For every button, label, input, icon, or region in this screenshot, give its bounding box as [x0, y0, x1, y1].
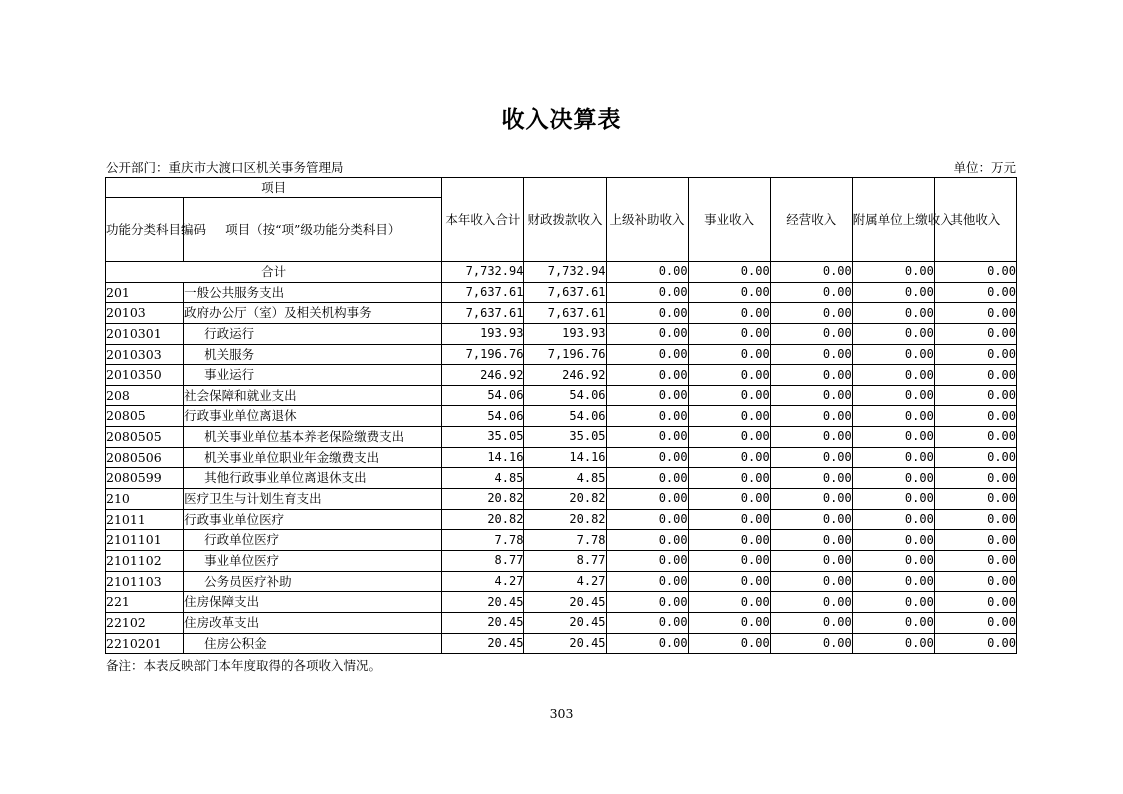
table-row: [106, 592, 1017, 613]
row-value: 0.00: [606, 427, 688, 448]
row-value: 0.00: [688, 303, 770, 324]
row-value: 0.00: [934, 592, 1016, 613]
row-value: 0.00: [606, 406, 688, 427]
row-value: 0.00: [688, 282, 770, 303]
header-col: 附属单位上缴收入: [852, 178, 934, 262]
header-col: 上级补助收入: [606, 178, 688, 262]
row-value: 0.00: [934, 427, 1016, 448]
row-value: 7,196.76: [524, 344, 606, 365]
row-code: 2101102: [106, 550, 184, 571]
row-value: 0.00: [770, 633, 852, 654]
row-value: 7,196.76: [442, 344, 524, 365]
row-value: 0.00: [606, 550, 688, 571]
row-name: 机关事业单位基本养老保险缴费支出: [184, 427, 442, 448]
income-table: [105, 177, 1017, 654]
row-value: 4.27: [524, 571, 606, 592]
row-name: 事业单位医疗: [184, 550, 442, 571]
row-value: 7,637.61: [442, 303, 524, 324]
row-value: 14.16: [442, 447, 524, 468]
row-value: 0.00: [770, 509, 852, 530]
row-value: 0.00: [934, 365, 1016, 386]
row-value: 0.00: [852, 427, 934, 448]
row-value: 0.00: [688, 427, 770, 448]
row-value: 35.05: [442, 427, 524, 448]
row-value: 0.00: [852, 571, 934, 592]
row-value: 0.00: [934, 468, 1016, 489]
row-value: 7,637.61: [442, 282, 524, 303]
header-name: 项目（按“项”级功能分类科目）: [184, 198, 442, 262]
row-value: 193.93: [524, 323, 606, 344]
row-code: 20103: [106, 303, 184, 324]
department-label: 公开部门：重庆市大渡口区机关事务管理局: [106, 160, 344, 175]
total-label: 合计: [106, 262, 442, 283]
row-value: 0.00: [852, 447, 934, 468]
row-name: 其他行政事业单位离退休支出: [184, 468, 442, 489]
row-value: 0.00: [770, 612, 852, 633]
row-value: 54.06: [524, 385, 606, 406]
row-code: 201: [106, 282, 184, 303]
header-col: 本年收入合计: [442, 178, 524, 262]
total-value: 0.00: [688, 262, 770, 283]
row-value: 54.06: [524, 406, 606, 427]
table-row: [106, 509, 1017, 530]
row-value: 0.00: [770, 365, 852, 386]
row-value: 193.93: [442, 323, 524, 344]
row-name: 行政单位医疗: [184, 530, 442, 551]
row-value: 20.45: [442, 633, 524, 654]
row-value: 20.82: [442, 509, 524, 530]
table-row: [106, 344, 1017, 365]
row-value: 0.00: [770, 530, 852, 551]
row-name: 机关事业单位职业年金缴费支出: [184, 447, 442, 468]
row-value: 35.05: [524, 427, 606, 448]
row-value: 0.00: [606, 489, 688, 510]
row-name: 一般公共服务支出: [184, 282, 442, 303]
row-value: 0.00: [606, 530, 688, 551]
row-value: 0.00: [852, 550, 934, 571]
row-value: 0.00: [934, 489, 1016, 510]
row-name: 事业运行: [184, 365, 442, 386]
row-code: 2101103: [106, 571, 184, 592]
row-name: 行政运行: [184, 323, 442, 344]
total-value: 0.00: [934, 262, 1016, 283]
page-number: 303: [549, 706, 574, 721]
header-col: 经营收入: [770, 178, 852, 262]
row-value: 0.00: [606, 447, 688, 468]
row-value: 4.27: [442, 571, 524, 592]
row-value: 0.00: [688, 447, 770, 468]
total-value: 0.00: [852, 262, 934, 283]
row-value: 0.00: [688, 592, 770, 613]
row-value: 0.00: [934, 612, 1016, 633]
row-value: 0.00: [852, 468, 934, 489]
row-value: 0.00: [934, 550, 1016, 571]
row-value: 0.00: [606, 468, 688, 489]
footnote: 备注：本表反映部门本年度取得的各项收入情况。: [106, 658, 382, 673]
row-value: 0.00: [852, 530, 934, 551]
table-row: [106, 385, 1017, 406]
table-row: [106, 323, 1017, 344]
row-value: 0.00: [852, 612, 934, 633]
row-value: 0.00: [688, 323, 770, 344]
row-value: 0.00: [606, 303, 688, 324]
table-row: [106, 468, 1017, 489]
row-name: 机关服务: [184, 344, 442, 365]
row-value: 0.00: [770, 427, 852, 448]
table-row: [106, 489, 1017, 510]
row-value: 0.00: [688, 385, 770, 406]
row-value: 0.00: [934, 385, 1016, 406]
row-value: 0.00: [852, 633, 934, 654]
table-row: [106, 282, 1017, 303]
row-code: 2101101: [106, 530, 184, 551]
row-value: 0.00: [852, 282, 934, 303]
row-value: 0.00: [934, 509, 1016, 530]
row-value: 0.00: [934, 344, 1016, 365]
header-col: 其他收入: [934, 178, 1016, 262]
table-row: [106, 365, 1017, 386]
row-value: 0.00: [606, 344, 688, 365]
total-value: 7,732.94: [442, 262, 524, 283]
row-value: 0.00: [934, 406, 1016, 427]
row-code: 2080506: [106, 447, 184, 468]
row-value: 20.45: [524, 633, 606, 654]
row-code: 2210201: [106, 633, 184, 654]
table-row: [106, 447, 1017, 468]
total-row: [106, 262, 1017, 283]
row-value: 0.00: [934, 571, 1016, 592]
row-value: 246.92: [442, 365, 524, 386]
row-code: 21011: [106, 509, 184, 530]
header-code: 功能分类科目编码: [106, 198, 184, 262]
row-value: 0.00: [770, 550, 852, 571]
row-value: 0.00: [606, 365, 688, 386]
row-value: 0.00: [688, 509, 770, 530]
row-value: 0.00: [688, 633, 770, 654]
total-value: 7,732.94: [524, 262, 606, 283]
table-row: [106, 550, 1017, 571]
row-value: 7,637.61: [524, 303, 606, 324]
row-value: 0.00: [934, 530, 1016, 551]
row-value: 0.00: [770, 571, 852, 592]
row-value: 0.00: [770, 385, 852, 406]
row-code: 2080599: [106, 468, 184, 489]
table-row: [106, 406, 1017, 427]
row-value: 4.85: [442, 468, 524, 489]
row-value: 0.00: [770, 447, 852, 468]
row-value: 0.00: [770, 406, 852, 427]
row-value: 0.00: [606, 323, 688, 344]
row-value: 0.00: [770, 592, 852, 613]
row-value: 0.00: [606, 509, 688, 530]
row-value: 0.00: [852, 344, 934, 365]
row-value: 0.00: [688, 365, 770, 386]
row-value: 20.45: [442, 612, 524, 633]
row-value: 0.00: [852, 365, 934, 386]
row-value: 20.82: [524, 489, 606, 510]
row-code: 22102: [106, 612, 184, 633]
row-value: 0.00: [852, 509, 934, 530]
header-project-group: 项目: [106, 178, 442, 198]
row-value: 54.06: [442, 385, 524, 406]
row-value: 0.00: [688, 612, 770, 633]
row-name: 行政事业单位医疗: [184, 509, 442, 530]
row-code: 2010303: [106, 344, 184, 365]
table-row: [106, 303, 1017, 324]
row-code: 208: [106, 385, 184, 406]
row-value: 0.00: [934, 282, 1016, 303]
row-value: 20.45: [524, 592, 606, 613]
row-name: 医疗卫生与计划生育支出: [184, 489, 442, 510]
row-value: 0.00: [852, 592, 934, 613]
row-value: 0.00: [770, 489, 852, 510]
row-value: 0.00: [770, 323, 852, 344]
row-value: 0.00: [688, 571, 770, 592]
row-value: 8.77: [524, 550, 606, 571]
row-value: 0.00: [770, 468, 852, 489]
table-row: [106, 633, 1017, 654]
row-value: 7.78: [442, 530, 524, 551]
row-value: 0.00: [934, 303, 1016, 324]
row-value: 20.82: [442, 489, 524, 510]
table-row: [106, 571, 1017, 592]
row-value: 20.82: [524, 509, 606, 530]
row-value: 20.45: [524, 612, 606, 633]
row-value: 0.00: [606, 592, 688, 613]
row-value: 0.00: [688, 530, 770, 551]
header-col: 事业收入: [688, 178, 770, 262]
row-code: 20805: [106, 406, 184, 427]
row-name: 社会保障和就业支出: [184, 385, 442, 406]
row-name: 公务员医疗补助: [184, 571, 442, 592]
row-value: 20.45: [442, 592, 524, 613]
row-value: 0.00: [688, 406, 770, 427]
row-value: 0.00: [606, 385, 688, 406]
row-value: 0.00: [852, 406, 934, 427]
row-name: 住房公积金: [184, 633, 442, 654]
row-value: 0.00: [606, 571, 688, 592]
row-value: 0.00: [688, 489, 770, 510]
row-name: 政府办公厅（室）及相关机构事务: [184, 303, 442, 324]
row-name: 住房改革支出: [184, 612, 442, 633]
row-value: 4.85: [524, 468, 606, 489]
row-code: 2080505: [106, 427, 184, 448]
row-name: 住房保障支出: [184, 592, 442, 613]
row-value: 0.00: [606, 633, 688, 654]
row-code: 221: [106, 592, 184, 613]
table-row: [106, 427, 1017, 448]
row-value: 0.00: [770, 344, 852, 365]
row-value: 0.00: [934, 447, 1016, 468]
row-value: 54.06: [442, 406, 524, 427]
row-value: 246.92: [524, 365, 606, 386]
row-value: 0.00: [606, 612, 688, 633]
row-value: 0.00: [688, 344, 770, 365]
row-value: 14.16: [524, 447, 606, 468]
total-value: 0.00: [606, 262, 688, 283]
row-value: 0.00: [934, 633, 1016, 654]
table-row: [106, 530, 1017, 551]
row-value: 0.00: [606, 282, 688, 303]
row-value: 0.00: [852, 385, 934, 406]
row-value: 0.00: [770, 282, 852, 303]
row-value: 0.00: [770, 303, 852, 324]
table-row: [106, 612, 1017, 633]
row-value: 0.00: [852, 489, 934, 510]
row-value: 7.78: [524, 530, 606, 551]
row-value: 0.00: [852, 303, 934, 324]
row-value: 0.00: [852, 323, 934, 344]
row-value: 7,637.61: [524, 282, 606, 303]
header-col: 财政拨款收入: [524, 178, 606, 262]
row-code: 210: [106, 489, 184, 510]
unit-label: 单位：万元: [953, 160, 1016, 175]
row-code: 2010350: [106, 365, 184, 386]
row-code: 2010301: [106, 323, 184, 344]
row-value: 0.00: [688, 550, 770, 571]
total-value: 0.00: [770, 262, 852, 283]
row-value: 8.77: [442, 550, 524, 571]
page-title: 收入决算表: [501, 106, 622, 133]
row-value: 0.00: [688, 468, 770, 489]
row-name: 行政事业单位离退休: [184, 406, 442, 427]
row-value: 0.00: [934, 323, 1016, 344]
